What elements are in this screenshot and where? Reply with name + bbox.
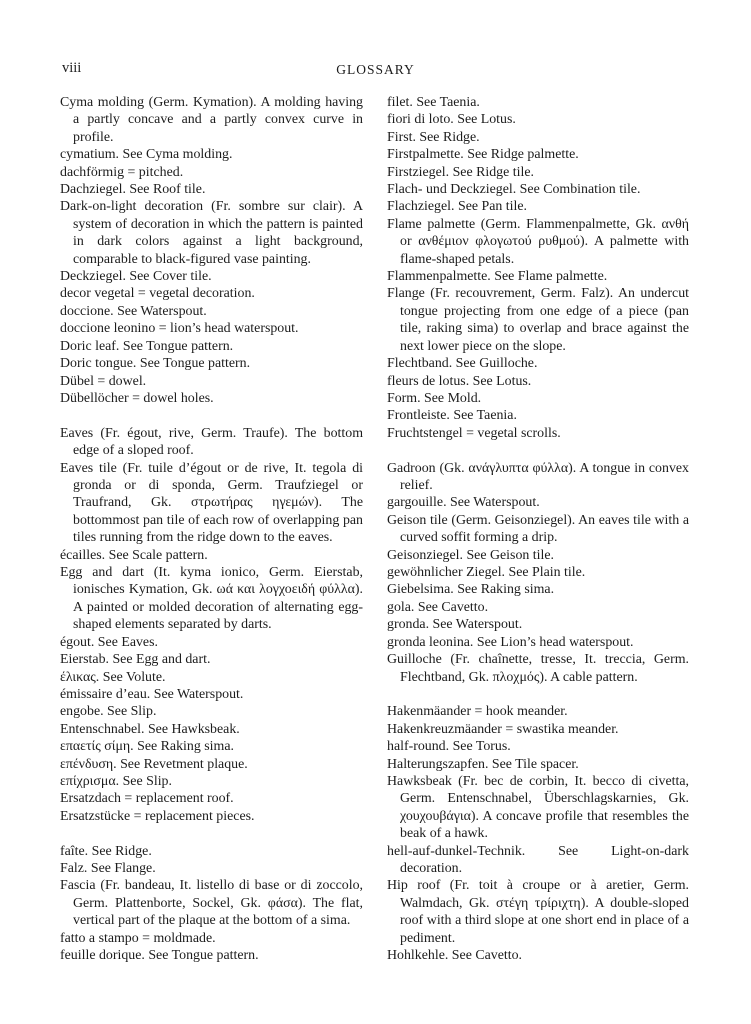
- glossary-entry: half-round. See Torus.: [387, 739, 511, 755]
- glossary-entry: Doric leaf. See Tongue pattern.: [60, 338, 234, 354]
- glossary-entry: Hakenmäander = hook meander.: [387, 704, 568, 720]
- section-gap: [387, 686, 689, 704]
- glossary-entry: Egg and dart (It. kyma ionico, Germ. Eierstab, ionisches Kymation, Gk. ωά και λογχοειδή φύλλα). A painted or molded decoration of alternating egg-shaped elements separated by darts.: [60, 565, 363, 633]
- glossary-entry: Flame palmette (Germ. Flammenpalmette, Gk. ανθή or ανθέμιον φλογωτού ρυθμού). A palmette with flame-shaped petals.: [387, 216, 689, 267]
- glossary-entry: Falz. See Flange.: [60, 861, 156, 877]
- glossary-entry: dachförmig = pitched.: [60, 164, 184, 180]
- glossary-entry: doccione. See Waterspout.: [60, 303, 207, 319]
- glossary-entry: Cyma molding (Germ. Kymation). A molding having a partly concave and a partly convex curve in profile.: [60, 95, 363, 145]
- glossary-entry: Ersatzdach = replacement roof.: [60, 791, 234, 807]
- glossary-entry: fleurs de lotus. See Lotus.: [387, 373, 532, 389]
- glossary-entry: Eierstab. See Egg and dart.: [60, 652, 211, 668]
- glossary-right-column: [387, 94, 689, 965]
- glossary-entry: Firstpalmette. See Ridge palmette.: [387, 147, 579, 163]
- glossary-entry: έλικας. See Volute.: [60, 669, 166, 685]
- glossary-entry: Fascia (Fr. bandeau, It. listello di base or di zoccolo, Germ. Plattenborte, Sockel, Gk. φάσα). The flat, vertical part of the plaque at the bottom of a sima.: [60, 878, 363, 929]
- glossary-entry: hell-auf-dunkel-Technik. See Light-on-dark decoration.: [387, 843, 689, 877]
- glossary-entry: filet. See Taenia.: [387, 95, 480, 110]
- glossary-entry: First. See Ridge.: [387, 129, 480, 145]
- glossary-entry: Guilloche (Fr. chaînette, tresse, It. treccia, Germ. Flechtband, Gk. πλοχμός). A cable pattern.: [387, 652, 689, 685]
- glossary-entry: επαετίς σίμη. See Raking sima.: [60, 739, 234, 755]
- section-gap: [60, 407, 363, 425]
- glossary-entry: Eaves (Fr. égout, rive, Germ. Traufe). The bottom edge of a sloped roof.: [60, 425, 363, 459]
- glossary-entry: Deckziegel. See Cover tile.: [60, 269, 212, 285]
- glossary-entry: gargouille. See Waterspout.: [387, 495, 540, 511]
- glossary-entry: Firstziegel. See Ridge tile.: [387, 164, 534, 180]
- glossary-entry: Dübellöcher = dowel holes.: [60, 390, 214, 406]
- glossary-entry: Hawksbeak (Fr. bec de corbin, It. becco di civetta, Germ. Entenschnabel, Überschlagskarnies, Gk. χουχουβάγια). A concave profile that resembles the beak of a hawk.: [387, 774, 689, 842]
- glossary-entry: επίχρισμα. See Slip.: [60, 773, 172, 789]
- glossary-entry: Dark-on-light decoration (Fr. sombre sur clair). A system of decoration in which the pattern is painted in dark colors against a light background, comparable to black-figured vase painting.: [60, 199, 363, 267]
- glossary-entry: Hakenkreuzmäander = swastika meander.: [387, 721, 619, 737]
- glossary-entry: gronda. See Waterspout.: [387, 617, 523, 633]
- glossary-entry: fatto a stampo = moldmade.: [60, 930, 216, 946]
- glossary-entry: Giebelsima. See Raking sima.: [387, 582, 555, 598]
- glossary-entry: Geisonziegel. See Geison tile.: [387, 547, 555, 563]
- glossary-entry: émissaire d’eau. See Waterspout.: [60, 686, 244, 702]
- glossary-entry: gewöhnlicher Ziegel. See Plain tile.: [387, 565, 586, 581]
- glossary-entry: Eaves tile (Fr. tuile d’égout or de rive, It. tegola di gronda or di sponda, Germ. Traufziegel or Traufrand, Gk. στρωτήρας ηγεμών). The bottommost pan tile of each row of overlapping pan tiles running from the ridge down to the eaves.: [60, 460, 363, 546]
- glossary-entry: decor vegetal = vegetal decoration.: [60, 286, 255, 302]
- glossary-entry: égout. See Eaves.: [60, 634, 158, 650]
- glossary-entry: Form. See Mold.: [387, 390, 482, 406]
- glossary-entry: cymatium. See Cyma molding.: [60, 147, 233, 163]
- glossary-entry: Flange (Fr. recouvrement, Germ. Falz). An undercut tongue projecting from one edge of a piece (pan tile, raking sima) to overlap and brace against the next lower piece on the slope.: [387, 286, 689, 354]
- glossary-entry: gola. See Cavetto.: [387, 599, 489, 615]
- glossary-entry: Frontleiste. See Taenia.: [387, 408, 517, 424]
- glossary-entry: Ersatzstücke = replacement pieces.: [60, 808, 255, 824]
- page-number: viii: [62, 60, 82, 76]
- glossary-entry: doccione leonino = lion’s head waterspout.: [60, 321, 299, 337]
- glossary-entry: Hip roof (Fr. toit à croupe or à aretier, Germ. Walmdach, Gk. στέγη τρίριχτη). A double-sloped roof with a third slope at one short end in place of a pediment.: [387, 878, 689, 946]
- glossary-entry: επένδυση. See Revetment plaque.: [60, 756, 248, 772]
- glossary-entry: faîte. See Ridge.: [60, 843, 152, 859]
- glossary-entry: Fruchtstengel = vegetal scrolls.: [387, 425, 561, 441]
- glossary-entry: Flechtband. See Guilloche.: [387, 356, 538, 372]
- glossary-entry: Entenschnabel. See Hawksbeak.: [60, 721, 240, 737]
- glossary-entry: Dübel = dowel.: [60, 373, 147, 389]
- glossary-entry: écailles. See Scale pattern.: [60, 547, 208, 563]
- glossary-entry: feuille dorique. See Tongue pattern.: [60, 948, 259, 964]
- glossary-left-column: [60, 94, 363, 965]
- glossary-entry: Flachziegel. See Pan tile.: [387, 199, 528, 215]
- glossary-entry: gronda leonina. See Lion’s head waterspout.: [387, 634, 634, 650]
- glossary-entry: engobe. See Slip.: [60, 704, 157, 720]
- glossary-entry: Flammenpalmette. See Flame palmette.: [387, 269, 608, 285]
- glossary-entry: Geison tile (Germ. Geisonziegel). An eaves tile with a curved soffit forming a drip.: [387, 512, 689, 546]
- glossary-entry: Flach- und Deckziegel. See Combination tile.: [387, 182, 641, 198]
- glossary-entry: fiori di loto. See Lotus.: [387, 112, 516, 128]
- running-head: GLOSSARY: [336, 62, 415, 77]
- glossary-entry: Doric tongue. See Tongue pattern.: [60, 356, 251, 372]
- glossary-entry: Dachziegel. See Roof tile.: [60, 182, 206, 198]
- glossary-entry: Gadroon (Gk. ανάγλυπτα φύλλα). A tongue in convex relief.: [387, 460, 689, 494]
- glossary-entry: Hohlkehle. See Cavetto.: [387, 948, 523, 964]
- glossary-entry: Halterungszapfen. See Tile spacer.: [387, 756, 579, 772]
- section-gap: [387, 442, 689, 460]
- section-gap: [60, 825, 363, 843]
